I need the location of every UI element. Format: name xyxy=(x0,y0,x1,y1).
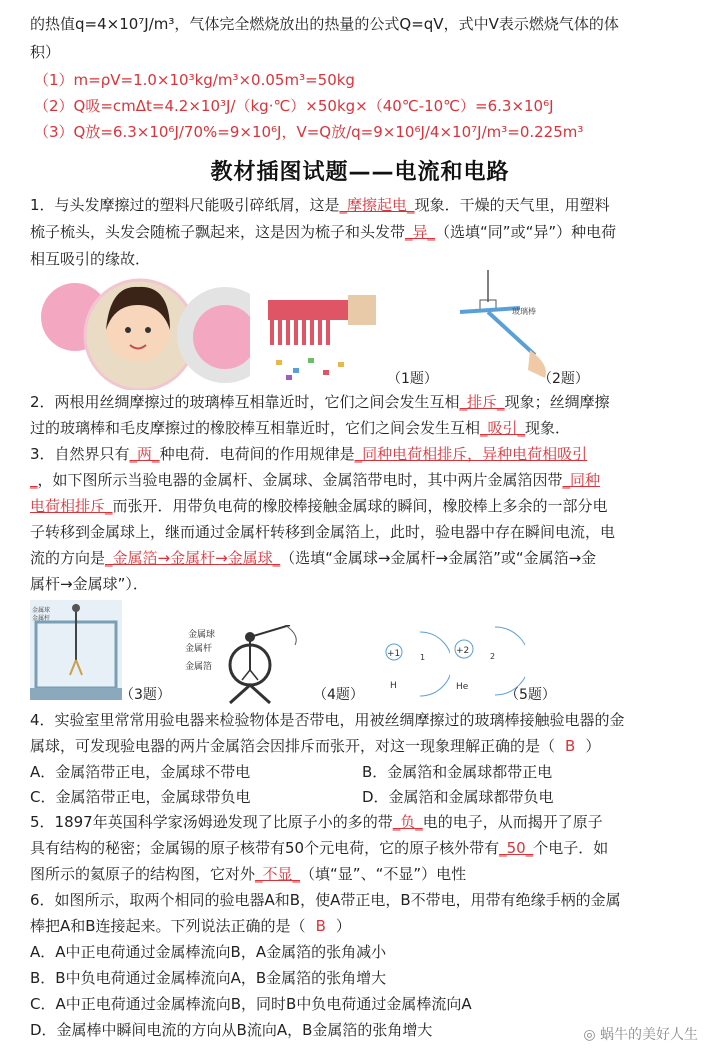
option-6b: B．B中负电荷通过金属棒流向A，B金属箔的张角增大 xyxy=(30,969,387,987)
proton-label-h: +1 xyxy=(387,649,401,659)
caption-3: （3题） xyxy=(120,687,171,703)
question-6-line: 6．如图所示，取两个相同的验电器A和B，使A带正电，B不带电，用带有绝缘手柄的金属 xyxy=(30,891,621,909)
question-3-line: 属杆→金属球”）． xyxy=(30,575,148,593)
question-5-line: 图所示的氦原子的结构图，它对外_不显_（填“显”、“不显”）电性 xyxy=(30,865,467,883)
figure-electroscope-drawing xyxy=(180,625,320,705)
foil-label: 金属箔 xyxy=(185,662,213,672)
figure-glass-rod xyxy=(440,270,570,380)
text-line: 积） xyxy=(30,43,61,61)
caption-1: （1题） xyxy=(387,371,438,387)
ball-label: 金属球 xyxy=(188,630,216,640)
wechat-icon: ◎ xyxy=(583,1027,600,1043)
option-6d: D．金属棒中瞬间电流的方向从B流向A，B金属箔的张角增大 xyxy=(30,1021,433,1039)
figure-girl-balloons xyxy=(30,275,250,390)
proton-label-he: +2 xyxy=(456,646,470,656)
electron-label-he: 2 xyxy=(490,652,496,661)
question-3-line: 电荷相排斥_而张开．用带负电荷的橡胶棒接触金属球的瞬间，橡胶棒上多余的一部分电 xyxy=(30,497,608,515)
caption-4: （4题） xyxy=(313,687,364,703)
question-1-line: 梳子梳头，头发会随梳子飘起来，这是因为梳子和头发带_异_（选填“同”或“异”）种电荷 xyxy=(30,223,617,241)
option-6c: C．A中正电荷通过金属棒流向B，同时B中负电荷通过金属棒流向A xyxy=(30,995,472,1013)
question-4-line: 4．实验室里常常用验电器来检验物体是否带电，用被丝绸摩擦过的玻璃棒接触验电器的金 xyxy=(30,711,625,729)
rod-label: 玻璃棒 xyxy=(512,307,536,316)
answer-line-1: （1）m=ρV=1.0×10³kg/m³×0.05m³=50kg xyxy=(34,71,355,89)
section-title: 教材插图试题——电流和电路 xyxy=(210,160,510,185)
answer-line-2: （2）Q吸=cmΔt=4.2×10³J/（kg·℃）×50kg×（40℃-10℃）=6.3×10⁶J xyxy=(34,97,554,115)
bar-label: 金属杆 xyxy=(185,644,213,654)
question-3-line: _，如下图所示当验电器的金属杆、金属球、金属箔带电时，其中两片金属箔因带_同种 xyxy=(30,471,601,489)
electron-label-h: 1 xyxy=(420,653,426,662)
bar-label-small: 金属杆 xyxy=(32,615,51,622)
option-4a: A．金属箔带正电，金属球不带电 xyxy=(30,763,251,781)
option-4b: B．金属箔和金属球都带正电 xyxy=(362,763,553,781)
caption-5: （5题） xyxy=(505,687,556,703)
answer-line-3: （3）Q放=6.3×10⁶J/70%=9×10⁶J，V=Q放/q=9×10⁶J/4×10⁷J/m³=0.225m³ xyxy=(34,123,584,141)
question-4-line: 属球，可发现验电器的两片金属箔会因排斥而张开，对这一现象理解正确的是（ B ） xyxy=(30,737,601,755)
question-5-line: 5．1897年英国科学家汤姆逊发现了比原子小的多的带_负_电的电子，从而揭开了原子 xyxy=(30,813,603,831)
question-1-line: 相互吸引的缘故． xyxy=(30,250,151,268)
question-5-line: 具有结构的秘密；金属锡的原子核带有50个元电荷，它的原子核外带有_50_个电子．如 xyxy=(30,839,609,857)
question-3-line: 子转移到金属球上，继而通过金属杆转移到金属箔上，此时，验电器中存在瞬间电流，电 xyxy=(30,523,616,541)
question-3-line: 3．自然界只有_两_种电荷．电荷间的作用规律是_同种电荷相排斥，异种电荷相吸引 xyxy=(30,445,588,463)
ball-label-small: 金属球 xyxy=(32,607,51,614)
question-3-line: 流的方向是_金属箔→金属杆→金属球_（选填“金属球→金属杆→金属箔”或“金属箔→金 xyxy=(30,549,597,567)
hydrogen-label: H xyxy=(390,681,397,691)
question-2-line: 2．两根用丝绸摩擦过的玻璃棒互相靠近时，它们之间会发生互相_排斥_现象；丝绸摩擦 xyxy=(30,393,610,411)
caption-2: （2题） xyxy=(538,371,589,387)
text-line: 的热值q=4×10⁷J/m³，气体完全燃烧放出的热量的公式Q=qV，式中V表示燃烧气体的体 xyxy=(30,15,619,33)
helium-label: He xyxy=(456,682,469,692)
question-6-line: 棒把A和B连接起来。下列说法正确的是（ B ） xyxy=(30,917,351,935)
question-2-line: 过的玻璃棒和毛皮摩擦过的橡胶棒互相靠近时，它们之间会发生互相_吸引_现象． xyxy=(30,419,571,437)
figure-electroscope-photo xyxy=(30,600,122,700)
watermark: ◎ 蜗牛的美好人生 xyxy=(583,1027,698,1043)
figure-hydrogen-atom xyxy=(380,630,450,700)
option-4d: D．金属箔和金属球都带负电 xyxy=(362,788,554,806)
figure-comb-paper xyxy=(258,290,378,385)
option-4c: C．金属箔带正电，金属球带负电 xyxy=(30,788,251,806)
option-6a: A．A中正电荷通过金属棒流向B，A金属箔的张角减小 xyxy=(30,943,387,961)
question-1-line: 1．与头发摩擦过的塑料尺能吸引碎纸屑，这是_摩擦起电_现象．干燥的天气里，用塑料 xyxy=(30,196,610,214)
